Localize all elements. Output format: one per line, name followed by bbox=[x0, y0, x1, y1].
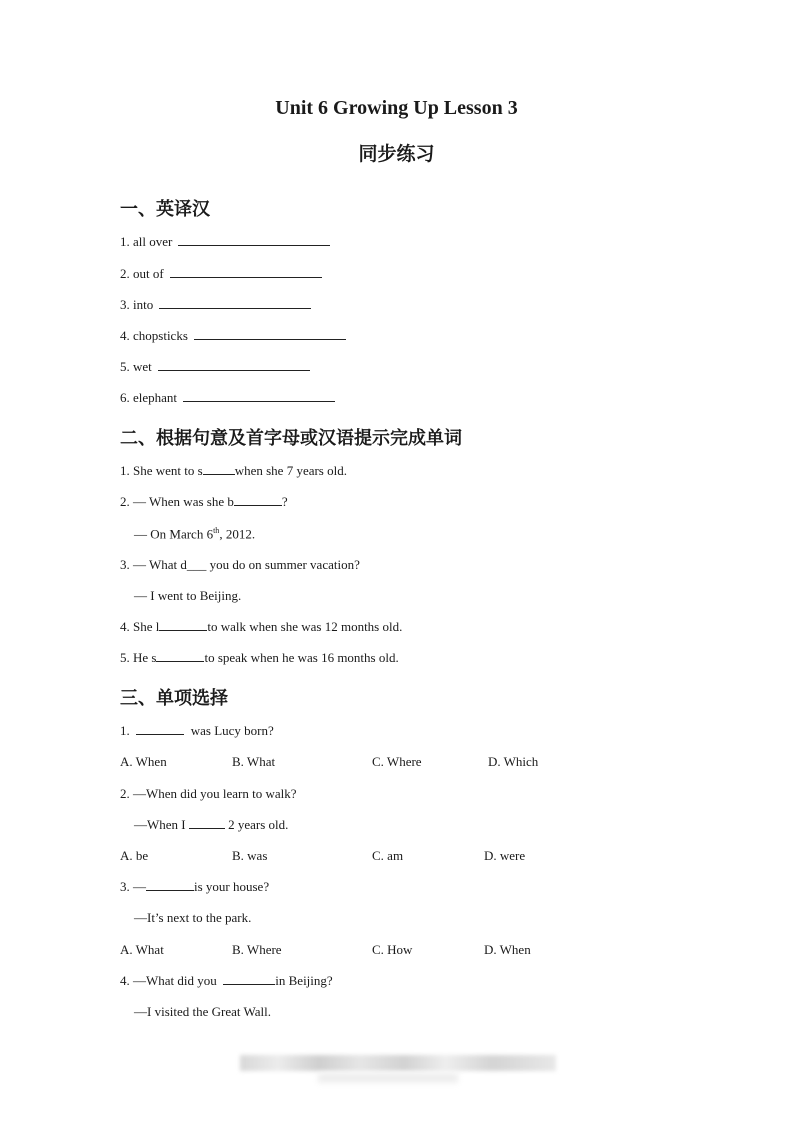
answer-blank[interactable] bbox=[223, 983, 275, 985]
section1-heading: 一、英译汉 bbox=[120, 199, 210, 220]
s3-q1-option-d[interactable]: D. Which bbox=[488, 754, 539, 769]
answer-blank[interactable] bbox=[158, 369, 310, 371]
s3-question-2: 2. —When did you learn to walk? bbox=[120, 786, 297, 801]
answer-blank[interactable] bbox=[189, 827, 225, 829]
s3-q1-option-c[interactable]: C. Where bbox=[372, 754, 422, 769]
s2-answer-3: — I went to Beijing. bbox=[134, 588, 242, 603]
s3-q2-option-d[interactable]: D. were bbox=[484, 848, 526, 863]
answer-blank[interactable] bbox=[159, 307, 311, 309]
s3-q3-option-a[interactable]: A. What bbox=[120, 942, 164, 957]
s1-item-1: 1. all over bbox=[120, 234, 330, 250]
s3-q1-option-b[interactable]: B. What bbox=[232, 754, 276, 769]
section2-heading: 二、根据句意及首字母或汉语提示完成单词 bbox=[120, 428, 462, 449]
s2-question-3: 3. — What d___ you do on summer vacation? bbox=[120, 557, 360, 572]
s3-q3-dialogue: —It’s next to the park. bbox=[134, 910, 252, 925]
answer-blank[interactable] bbox=[159, 629, 207, 631]
answer-blank[interactable] bbox=[146, 889, 194, 891]
answer-blank[interactable] bbox=[170, 276, 322, 278]
s1-item-4: 4. chopsticks bbox=[120, 328, 346, 344]
s3-q3-option-c[interactable]: C. How bbox=[372, 942, 413, 957]
s3-q4-dialogue: —I visited the Great Wall. bbox=[134, 1004, 271, 1019]
s2-question-5: 5. He s to speak when he was 16 months old. bbox=[120, 650, 399, 665]
s2-question-2: 2. — When was she b ? bbox=[120, 494, 288, 509]
blurred-footer bbox=[240, 1055, 556, 1071]
answer-blank[interactable] bbox=[156, 660, 204, 662]
answer-blank[interactable] bbox=[194, 338, 346, 340]
s3-q2-option-a[interactable]: A. be bbox=[120, 848, 149, 863]
s1-item-5: 5. wet bbox=[120, 359, 310, 375]
s2-question-1: 1. She went to s when she 7 years old. bbox=[120, 463, 347, 478]
s2-answer-2: — On March 6th, 2012. bbox=[134, 526, 256, 542]
answer-blank[interactable] bbox=[183, 400, 335, 402]
s3-q2-option-b[interactable]: B. was bbox=[232, 848, 268, 863]
s3-q2-dialogue: —When I 2 years old. bbox=[134, 817, 289, 832]
s2-question-4: 4. She l to walk when she was 12 months old. bbox=[120, 619, 403, 634]
answer-blank[interactable] bbox=[203, 473, 235, 475]
answer-blank[interactable] bbox=[136, 733, 184, 735]
s3-q3-option-b[interactable]: B. Where bbox=[232, 942, 282, 957]
s3-q3-option-d[interactable]: D. When bbox=[484, 942, 531, 957]
s3-question-4: 4. —What did you in Beijing? bbox=[120, 973, 333, 988]
s3-q2-option-c[interactable]: C. am bbox=[372, 848, 404, 863]
s1-item-6: 6. elephant bbox=[120, 390, 335, 406]
page-title: Unit 6 Growing Up Lesson 3 bbox=[275, 97, 518, 119]
blurred-footer-sub bbox=[318, 1073, 458, 1083]
section3-heading: 三、单项选择 bbox=[120, 688, 228, 709]
answer-blank[interactable] bbox=[178, 244, 330, 246]
s3-question-1: 1. was Lucy born? bbox=[120, 723, 274, 738]
answer-blank[interactable] bbox=[234, 504, 282, 506]
s1-item-3: 3. into bbox=[120, 297, 311, 313]
s3-q1-option-a[interactable]: A. When bbox=[120, 754, 167, 769]
page-subtitle: 同步练习 bbox=[358, 143, 435, 165]
s3-question-3: 3. — is your house? bbox=[120, 879, 270, 894]
s1-item-2: 2. out of bbox=[120, 266, 322, 282]
